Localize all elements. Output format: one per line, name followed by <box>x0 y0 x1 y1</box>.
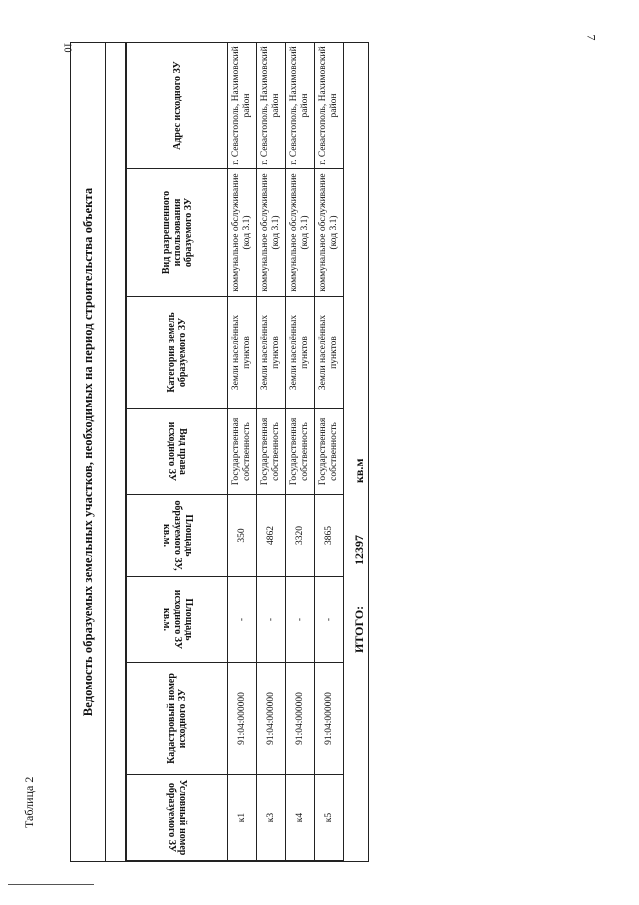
cell-right: Государственная собственность <box>257 409 286 495</box>
cell-address: г. Севастополь, Нахимовский район <box>257 43 286 169</box>
page-number-top: 10 <box>61 42 73 53</box>
table-row <box>286 43 315 861</box>
cell-right: Государственная собственность <box>286 409 315 495</box>
cell-use: коммунальное обслуживание (код 3.1) <box>315 169 344 297</box>
cell-category: Земли населённых пунктов <box>315 297 344 409</box>
cell-address: г. Севастополь, Нахимовский район <box>286 43 315 169</box>
cell-num: к1 <box>228 775 257 861</box>
table-row <box>315 43 344 861</box>
cell-num: к4 <box>286 775 315 861</box>
cell-category: Земли населённых пунктов <box>257 297 286 409</box>
header-area-new: Площадь образуемого ЗУ, кв.м. <box>127 495 228 577</box>
cell-cadastral: 91:04:000000 <box>257 663 286 775</box>
total-label: ИТОГО: <box>352 605 366 653</box>
total-value: 12397 <box>352 535 366 565</box>
header-cadastral-number: Кадастровый номер исходного ЗУ <box>127 663 228 775</box>
cell-use: коммунальное обслуживание (код 3.1) <box>286 169 315 297</box>
cell-right: Государственная собственность <box>315 409 344 495</box>
cell-category: Земли населённых пунктов <box>228 297 257 409</box>
cell-category: Земли населённых пунктов <box>286 297 315 409</box>
total-unit: кв.м <box>352 458 366 483</box>
cell-cadastral: 91:04:000000 <box>228 663 257 775</box>
table-row <box>228 43 257 861</box>
table-row <box>257 43 286 861</box>
page-number-right: 7 <box>584 34 599 41</box>
cell-area-source: - <box>286 577 315 663</box>
cell-area-source: - <box>315 577 344 663</box>
header-address: Адрес исходного ЗУ <box>127 43 228 169</box>
header-permitted-use: Вид разрешенного использования образуемого ЗУ <box>127 169 228 297</box>
rotated-document <box>70 42 370 862</box>
totals-row <box>351 43 368 861</box>
table-caption: Таблица 2 <box>22 776 36 828</box>
title-spacer-row <box>105 43 126 861</box>
header-area-source: Площадь исходного ЗУ кв.м. <box>127 577 228 663</box>
cell-address: г. Севастополь, Нахимовский район <box>315 43 344 169</box>
cell-use: коммунальное обслуживание (код 3.1) <box>257 169 286 297</box>
land-plots-table <box>126 42 344 861</box>
cell-right: Государственная собственность <box>228 409 257 495</box>
cell-num: к5 <box>315 775 344 861</box>
cell-area-new: 3865 <box>315 495 344 577</box>
cell-num: к3 <box>257 775 286 861</box>
scan-artifact-line <box>8 884 94 885</box>
header-land-category: Категория земель образуемого ЗУ <box>127 297 228 409</box>
table-frame <box>70 42 369 862</box>
cell-address: г. Севастополь, Нахимовский район <box>228 43 257 169</box>
cell-cadastral: 91:04:000000 <box>286 663 315 775</box>
cell-area-source: - <box>228 577 257 663</box>
table-header-row <box>127 43 228 861</box>
cell-area-new: 3320 <box>286 495 315 577</box>
document-title: Ведомость образуемых земельных участков, необходимых на период строительства объекта <box>71 43 106 861</box>
header-right-type: Вид права исходного ЗУ <box>127 409 228 495</box>
cell-cadastral: 91:04:000000 <box>315 663 344 775</box>
cell-area-new: 4862 <box>257 495 286 577</box>
cell-area-source: - <box>257 577 286 663</box>
header-conditional-number: Условный номер образуемого ЗУ <box>127 775 228 861</box>
cell-area-new: 350 <box>228 495 257 577</box>
cell-use: коммунальное обслуживание (код 3.1) <box>228 169 257 297</box>
